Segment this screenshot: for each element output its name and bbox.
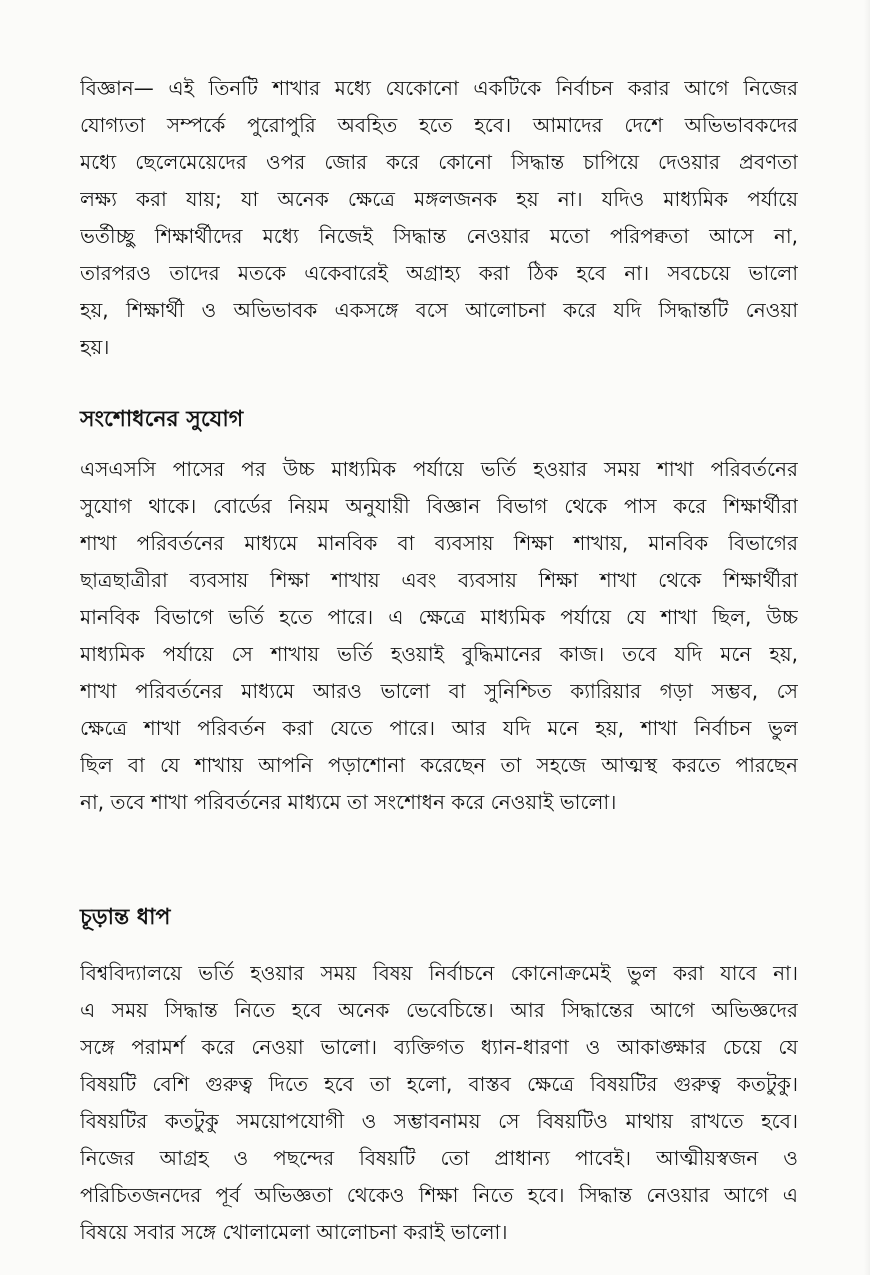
text-line: বিষয়ে সবার সঙ্গে খোলামেলা আলোচনা করাই ভালো।	[80, 1220, 508, 1244]
text-line: লক্ষ্য করা যায়; যা অনেক ক্ষেত্রে মঙ্গলজনক হয় না। যদিও মাধ্যমিক পর্যায়ে	[80, 187, 798, 211]
text-line: হয়।	[80, 335, 110, 359]
text-line: ক্ষেত্রে শাখা পরিবর্তন করা যেতে পারে। আর যদি মনে হয়, শাখা নির্বাচন ভুল	[80, 716, 798, 740]
text-line: হয়, শিক্ষার্থী ও অভিভাবক একসঙ্গে বসে আলোচনা করে যদি সিদ্ধান্তটি নেওয়া	[80, 298, 798, 322]
final-paragraph	[80, 955, 798, 1251]
revision-paragraph	[80, 451, 798, 821]
text-line: বিষয়টি বেশি গুরুত্ব দিতে হবে তা হলো, বাস্তব ক্ষেত্রে বিষয়টির গুরুত্ব কতটুকু।	[80, 1072, 798, 1096]
text-line: বিষয়টির কতটুকু সময়োপযোগী ও সম্ভাবনাময় সে বিষয়টিও মাথায় রাখতে হবে।	[80, 1109, 798, 1133]
text-line: মধ্যে ছেলেমেয়েদের ওপর জোর করে কোনো সিদ্ধান্ত চাপিয়ে দেওয়ার প্রবণতা	[80, 150, 798, 174]
text-line: শাখা পরিবর্তনের মাধ্যমে মানবিক বা ব্যবসায় শিক্ষা শাখায়, মানবিক বিভাগের	[80, 531, 798, 555]
text-line: মানবিক বিভাগে ভর্তি হতে পারে। এ ক্ষেত্রে মাধ্যমিক পর্যায়ে যে শাখা ছিল, উচ্চ	[80, 605, 798, 629]
text-line: ছাত্রছাত্রীরা ব্যবসায় শিক্ষা শাখায় এবং ব্যবসায় শিক্ষা শাখা থেকে শিক্ষার্থীরা	[80, 568, 798, 592]
section-heading-revision: সংশোধনের সুযোগ	[80, 407, 244, 432]
text-line: বিজ্ঞান— এই তিনটি শাখার মধ্যে যেকোনো একটিকে নির্বাচন করার আগে নিজের	[80, 76, 798, 100]
text-line: নিজের আগ্রহ ও পছন্দের বিষয়টি তো প্রাধান্য পাবেই। আত্মীয়স্বজন ও	[80, 1146, 798, 1170]
text-line: মাধ্যমিক পর্যায়ে সে শাখায় ভর্তি হওয়াই বুদ্ধিমানের কাজ। তবে যদি মনে হয়,	[80, 642, 798, 666]
text-line: শাখা পরিবর্তনের মাধ্যমে আরও ভালো বা সুনিশ্চিত ক্যারিয়ার গড়া সম্ভব, সে	[80, 679, 798, 703]
text-line: যোগ্যতা সম্পর্কে পুরোপুরি অবহিত হতে হবে। আমাদের দেশে অভিভাবকদের	[80, 113, 798, 137]
text-line: না, তবে শাখা পরিবর্তনের মাধ্যমে তা সংশোধন করে নেওয়াই ভালো।	[80, 790, 617, 814]
text-line: বিশ্ববিদ্যালয়ে ভর্তি হওয়ার সময় বিষয় নির্বাচনে কোনোক্রমেই ভুল করা যাবে না।	[80, 961, 798, 985]
text-line: ভর্তীচ্ছু শিক্ষার্থীদের মধ্যে নিজেই সিদ্ধান্ত নেওয়ার মতো পরিপক্বতা আসে না,	[80, 224, 798, 248]
text-line: তারপরও তাদের মতকে একেবারেই অগ্রাহ্য করা ঠিক হবে না। সবচেয়ে ভালো	[80, 261, 798, 285]
text-line: এ সময় সিদ্ধান্ত নিতে হবে অনেক ভেবেচিন্তে। আর সিদ্ধান্তের আগে অভিজ্ঞদের	[80, 998, 798, 1022]
intro-paragraph	[80, 70, 798, 366]
text-line: পরিচিতজনদের পূর্ব অভিজ্ঞতা থেকেও শিক্ষা নিতে হবে। সিদ্ধান্ত নেওয়ার আগে এ	[80, 1183, 798, 1207]
text-line: সঙ্গে পরামর্শ করে নেওয়া ভালো। ব্যক্তিগত ধ্যান-ধারণা ও আকাঙ্ক্ষার চেয়ে যে	[80, 1035, 798, 1059]
text-line: সুযোগ থাকে। বোর্ডের নিয়ম অনুযায়ী বিজ্ঞান বিভাগ থেকে পাস করে শিক্ষার্থীরা	[80, 494, 798, 518]
text-line: ছিল বা যে শাখায় আপনি পড়াশোনা করেছেন তা সহজে আত্মস্থ করতে পারছেন	[80, 753, 798, 777]
page-edge-shadow	[864, 0, 870, 1275]
text-line: এসএসসি পাসের পর উচ্চ মাধ্যমিক পর্যায়ে ভর্তি হওয়ার সময় শাখা পরিবর্তনের	[80, 457, 798, 481]
section-heading-final: চূড়ান্ত ধাপ	[80, 905, 171, 930]
